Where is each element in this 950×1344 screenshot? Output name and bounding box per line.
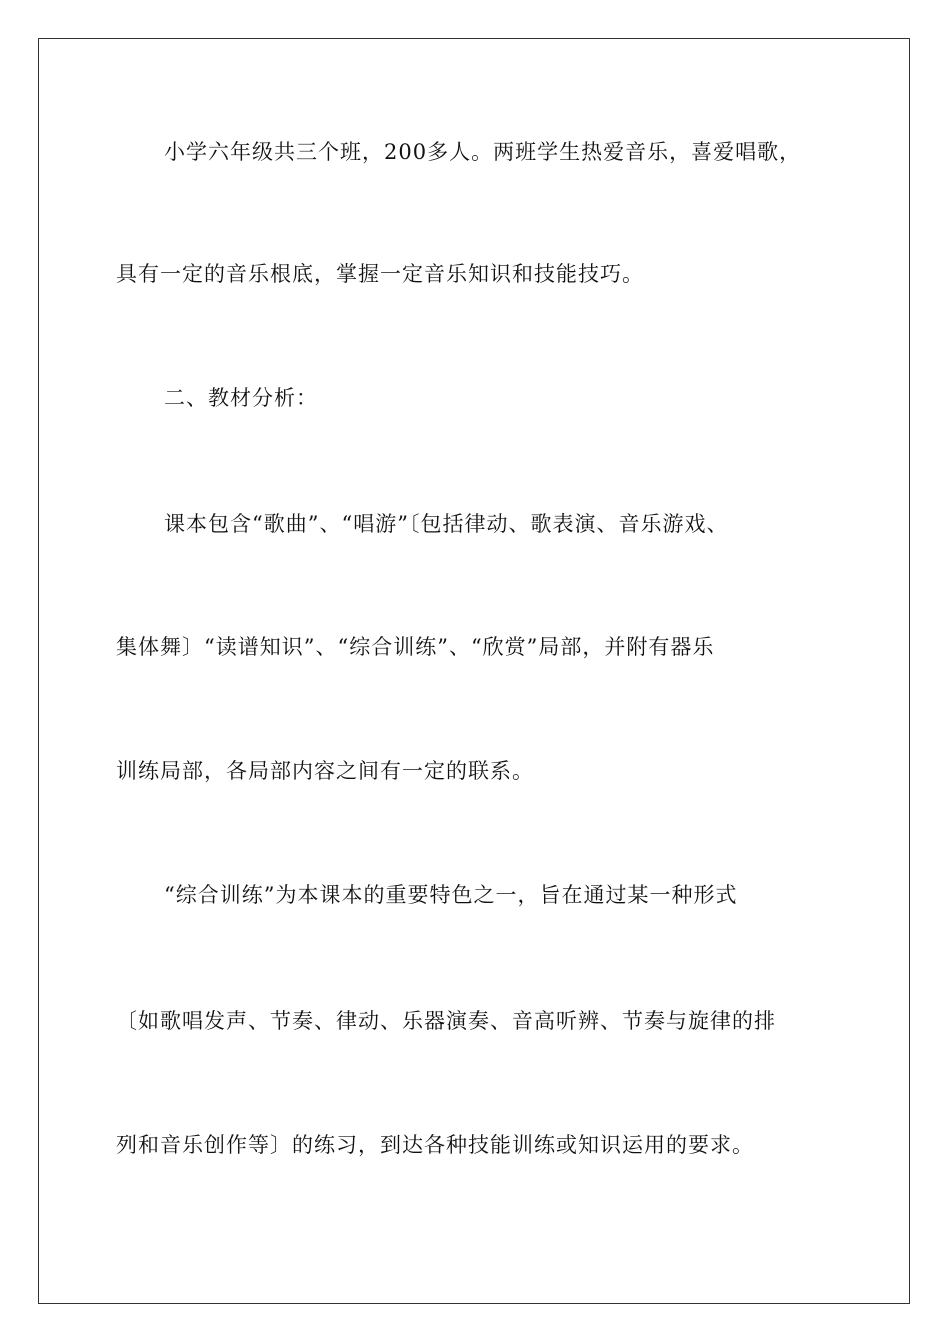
section-heading: 二、教材分析： [164,386,318,410]
paragraph-line-6: “综合训练”为本课本的重要特色之一，旨在通过某一种形式 [164,883,738,907]
paragraph-line-1: 小学六年级共三个班，200多人。两班学生热爱音乐，喜爱唱歌， [164,140,802,164]
paragraph-line-7: 〔如歌唱发声、节奏、律动、乐器演奏、音高听辨、节奏与旋律的排 [116,1009,776,1033]
paragraph-line-4: 集体舞〕“读谱知识”、“综合训练”、“欣赏”局部，并附有器乐 [116,635,715,659]
paragraph-line-5: 训练局部，各局部内容之间有一定的联系。 [116,759,534,783]
paragraph-line-2: 具有一定的音乐根底，掌握一定音乐知识和技能技巧。 [116,262,644,286]
paragraph-line-8: 列和音乐创作等〕的练习，到达各种技能训练或知识运用的要求。 [116,1133,754,1157]
page-border [38,38,910,1304]
paragraph-line-3: 课本包含“歌曲”、“唱游”〔包括律动、歌表演、音乐游戏、 [164,512,729,536]
